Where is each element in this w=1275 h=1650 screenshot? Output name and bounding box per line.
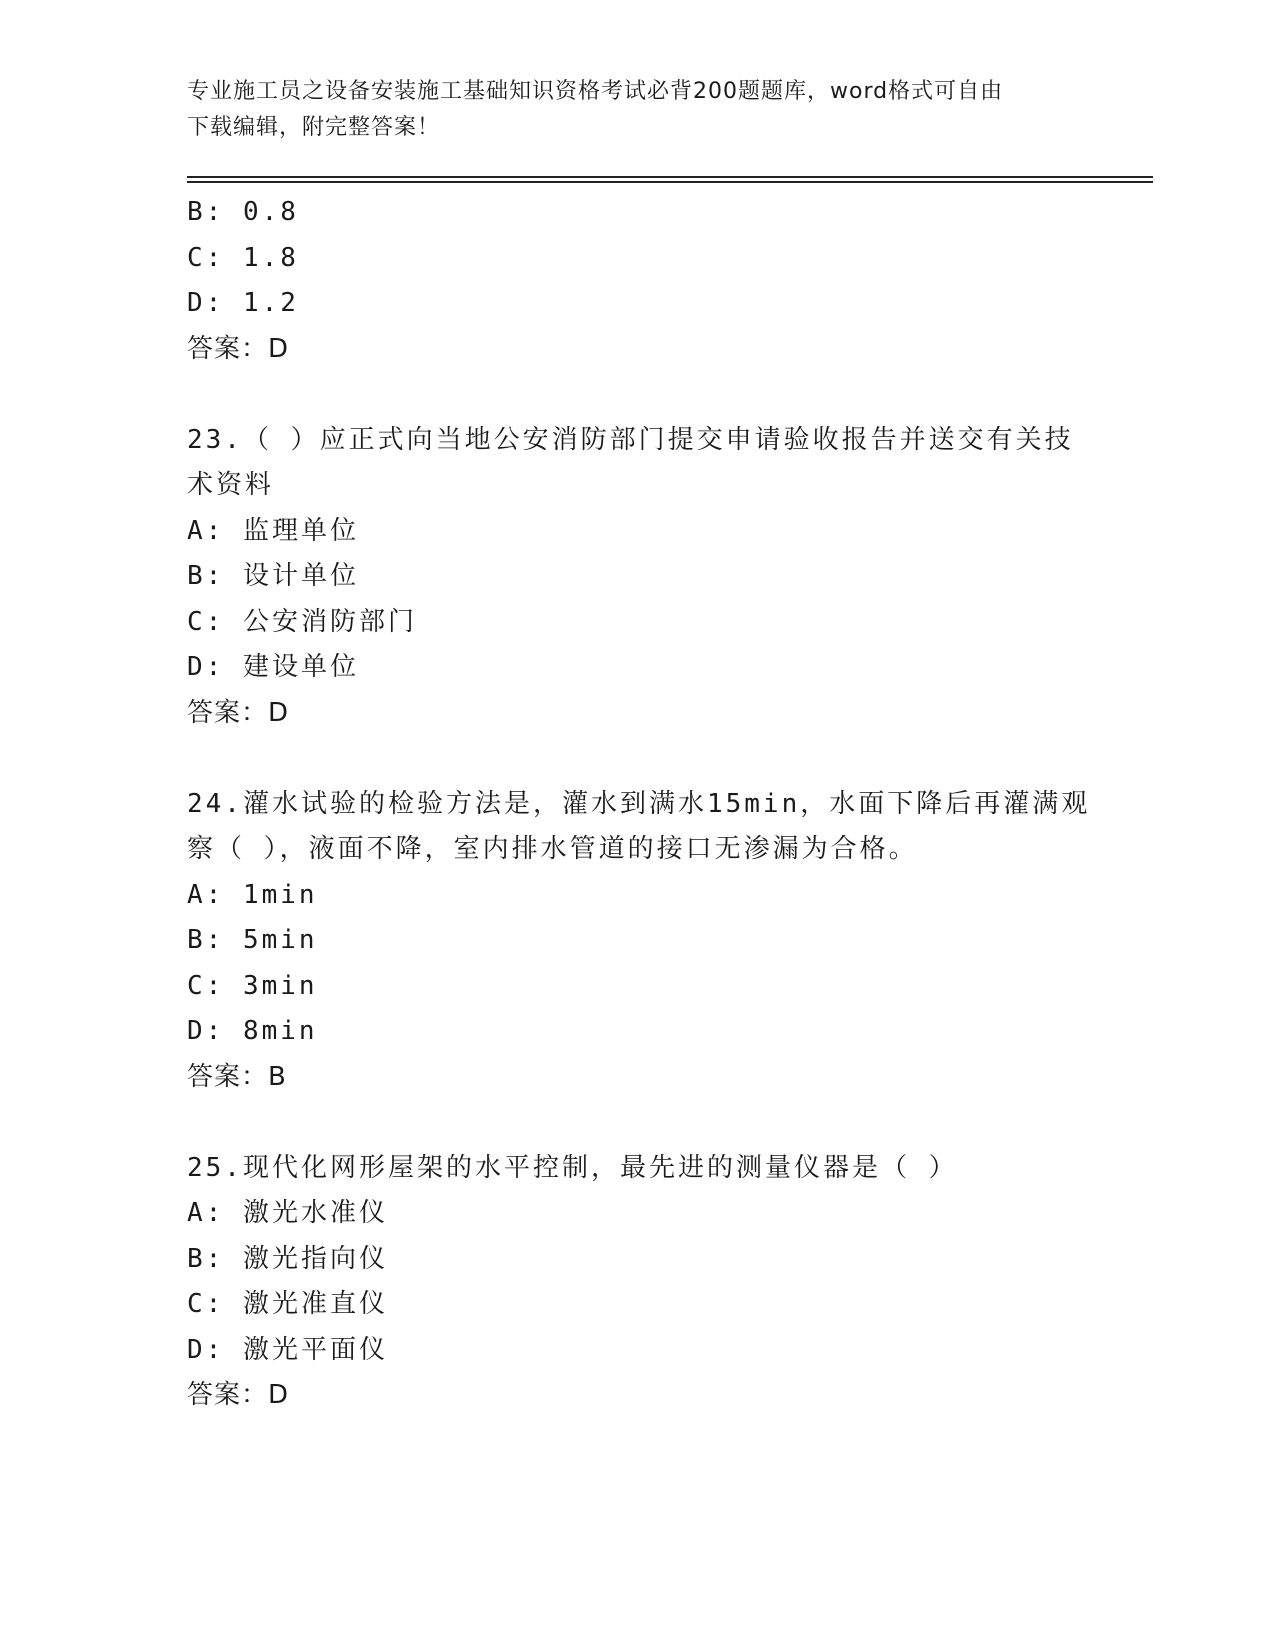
header-line-2: 下载编辑，附完整答案！ (187, 115, 441, 140)
header-divider-bottom (187, 181, 1153, 183)
option-b: B: 0.8 (187, 197, 299, 227)
header-divider-top (187, 176, 1153, 178)
question-24 (187, 782, 1091, 1101)
document-header (187, 74, 1087, 146)
question-23 (187, 418, 1087, 737)
option-c: C: 公安消防部门 (187, 606, 417, 637)
option-c: C: 激光准直仪 (187, 1289, 388, 1319)
answer: 答案：D (187, 697, 290, 728)
option-c: C: 3min (187, 970, 318, 1001)
option-b: B: 设计单位 (187, 561, 359, 591)
option-a: A: 1min (187, 879, 318, 910)
header-line-1: 专业施工员之设备安装施工基础知识资格考试必背200题题库，word格式可自由 (187, 79, 1004, 104)
question-list (187, 190, 1091, 1419)
spacer (187, 736, 1087, 782)
answer: 答案：D (187, 1380, 290, 1410)
option-d: D: 激光平面仪 (187, 1334, 388, 1365)
question-text: 25.现代化网形屋架的水平控制，最先进的测量仪器是（ ） (187, 1152, 958, 1183)
question-25 (187, 1146, 1087, 1419)
option-a: A: 监理单位 (187, 515, 359, 546)
spacer (187, 372, 1087, 418)
option-c: C: 1.8 (187, 242, 299, 273)
question-text-continued: 察（ ），液面不降，室内排水管道的接口无渗漏为合格。 (187, 834, 918, 864)
option-d: D: 1.2 (187, 288, 299, 318)
question-text: 24.灌水试验的检验方法是，灌水到满水15min，水面下降后再灌满观 (187, 788, 1091, 819)
option-d: D: 建设单位 (187, 652, 359, 682)
question-22 (187, 190, 1087, 372)
answer: 答案：D (187, 333, 290, 364)
question-text: 23.（ ）应正式向当地公安消防部门提交申请验收报告并送交有关技 (187, 424, 1074, 455)
answer: 答案：B (187, 1061, 287, 1092)
question-text-continued: 术资料 (187, 470, 275, 500)
option-b: B: 激光指向仪 (187, 1243, 388, 1274)
spacer (187, 1100, 1087, 1146)
option-d: D: 8min (187, 1016, 318, 1046)
option-b: B: 5min (187, 925, 318, 955)
option-a: A: 激光水准仪 (187, 1198, 388, 1228)
